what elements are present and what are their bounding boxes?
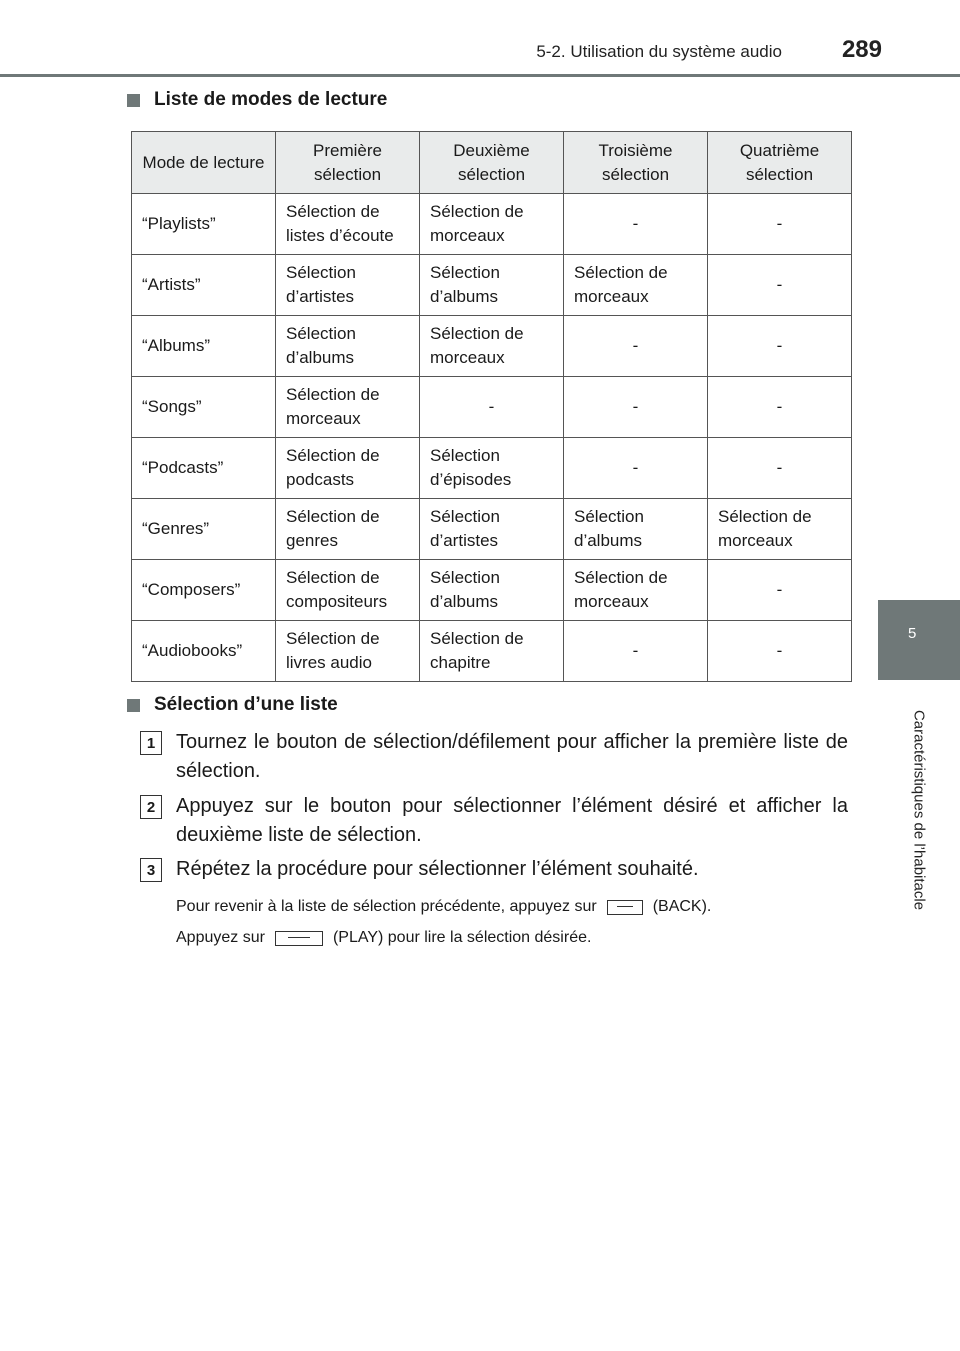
table-cell: Sélection de livres audio [276, 621, 420, 682]
table-cell: Sélection d’albums [420, 255, 564, 316]
step-number-badge: 3 [140, 858, 162, 882]
table-cell: Sélection d’albums [420, 560, 564, 621]
table-header-cell: Deuxième sélection [420, 132, 564, 194]
table-header-row [132, 132, 852, 194]
section-title: 5-2. Utilisation du système audio [536, 42, 782, 61]
table-cell: “Audiobooks” [132, 621, 276, 682]
modes-heading [127, 89, 387, 111]
back-note [176, 898, 711, 916]
page-header [0, 0, 960, 80]
play-note-suffix: (PLAY) pour lire la sélection désirée. [332, 929, 592, 946]
modes-heading-text: Liste de modes de lecture [154, 89, 388, 110]
select-heading [127, 694, 338, 716]
chapter-title: Caractéristiques de l’habitacle [910, 709, 928, 911]
table-cell: - [564, 316, 708, 377]
step-text: Tournez le bouton de sélection/défilement pour afficher la première liste de sélection. [176, 731, 848, 782]
table-row [132, 316, 852, 377]
table-cell: - [708, 621, 852, 682]
step-2 [140, 792, 848, 850]
chapter-number: 5 [908, 625, 917, 642]
table-cell: - [564, 194, 708, 255]
chapter-tab [878, 600, 960, 680]
square-bullet-icon [127, 94, 140, 107]
table-cell: - [708, 255, 852, 316]
table-cell: - [708, 194, 852, 255]
step-number-badge: 2 [140, 795, 162, 819]
table-cell: Sélection de morceaux [420, 316, 564, 377]
back-note-text: Pour revenir à la liste de sélection précédente, appuyez sur [176, 898, 597, 915]
table-cell: “Genres” [132, 499, 276, 560]
page-number: 289 [841, 36, 882, 63]
table-cell: Sélection de compositeurs [276, 560, 420, 621]
table-cell: - [564, 438, 708, 499]
table-row [132, 560, 852, 621]
table-cell: Sélection de morceaux [420, 194, 564, 255]
table-header-cell: Première sélection [276, 132, 420, 194]
table-row [132, 377, 852, 438]
table-cell: - [420, 377, 564, 438]
table-header-cell: Quatrième sélection [708, 132, 852, 194]
play-modes-table [131, 131, 852, 682]
table-row [132, 194, 852, 255]
play-button-icon [275, 931, 323, 946]
table-cell: - [564, 377, 708, 438]
table-cell: “Artists” [132, 255, 276, 316]
table-header-cell: Troisième sélection [564, 132, 708, 194]
table-cell: “Podcasts” [132, 438, 276, 499]
back-button-icon [607, 900, 643, 915]
table-cell: “Composers” [132, 560, 276, 621]
table-cell: Sélection d’artistes [276, 255, 420, 316]
table-cell: “Playlists” [132, 194, 276, 255]
header-divider [0, 74, 960, 77]
table-row [132, 255, 852, 316]
square-bullet-icon [127, 699, 140, 712]
table-cell: Sélection d’albums [276, 316, 420, 377]
table-cell: Sélection de morceaux [708, 499, 852, 560]
table-cell: Sélection de genres [276, 499, 420, 560]
table-cell: Sélection de morceaux [276, 377, 420, 438]
table-cell: “Songs” [132, 377, 276, 438]
step-3 [140, 855, 848, 884]
step-number-badge: 1 [140, 731, 162, 755]
table-cell: Sélection de morceaux [564, 255, 708, 316]
table-cell: - [708, 377, 852, 438]
table-cell: Sélection de podcasts [276, 438, 420, 499]
table-cell: - [708, 438, 852, 499]
table-row [132, 621, 852, 682]
table-row [132, 499, 852, 560]
table-cell: - [708, 316, 852, 377]
play-note-text: Appuyez sur [176, 929, 265, 946]
step-1 [140, 728, 848, 786]
table-cell: Sélection de listes d’écoute [276, 194, 420, 255]
table-cell: Sélection d’albums [564, 499, 708, 560]
step-text: Appuyez sur le bouton pour sélectionner l’élément désiré et afficher la deuxième liste de sélection. [176, 795, 848, 846]
step-text: Répétez la procédure pour sélectionner l’élément souhaité. [176, 858, 699, 880]
table-cell: - [564, 621, 708, 682]
table-cell: Sélection de chapitre [420, 621, 564, 682]
table-header-cell: Mode de lecture [132, 132, 276, 194]
table-row [132, 438, 852, 499]
select-heading-text: Sélection d’une liste [154, 694, 338, 715]
back-note-suffix: (BACK). [652, 898, 712, 915]
play-note [176, 929, 591, 947]
table-cell: Sélection d’épisodes [420, 438, 564, 499]
table-cell: “Albums” [132, 316, 276, 377]
table-cell: Sélection de morceaux [564, 560, 708, 621]
table-cell: Sélection d’artistes [420, 499, 564, 560]
table-cell: - [708, 560, 852, 621]
